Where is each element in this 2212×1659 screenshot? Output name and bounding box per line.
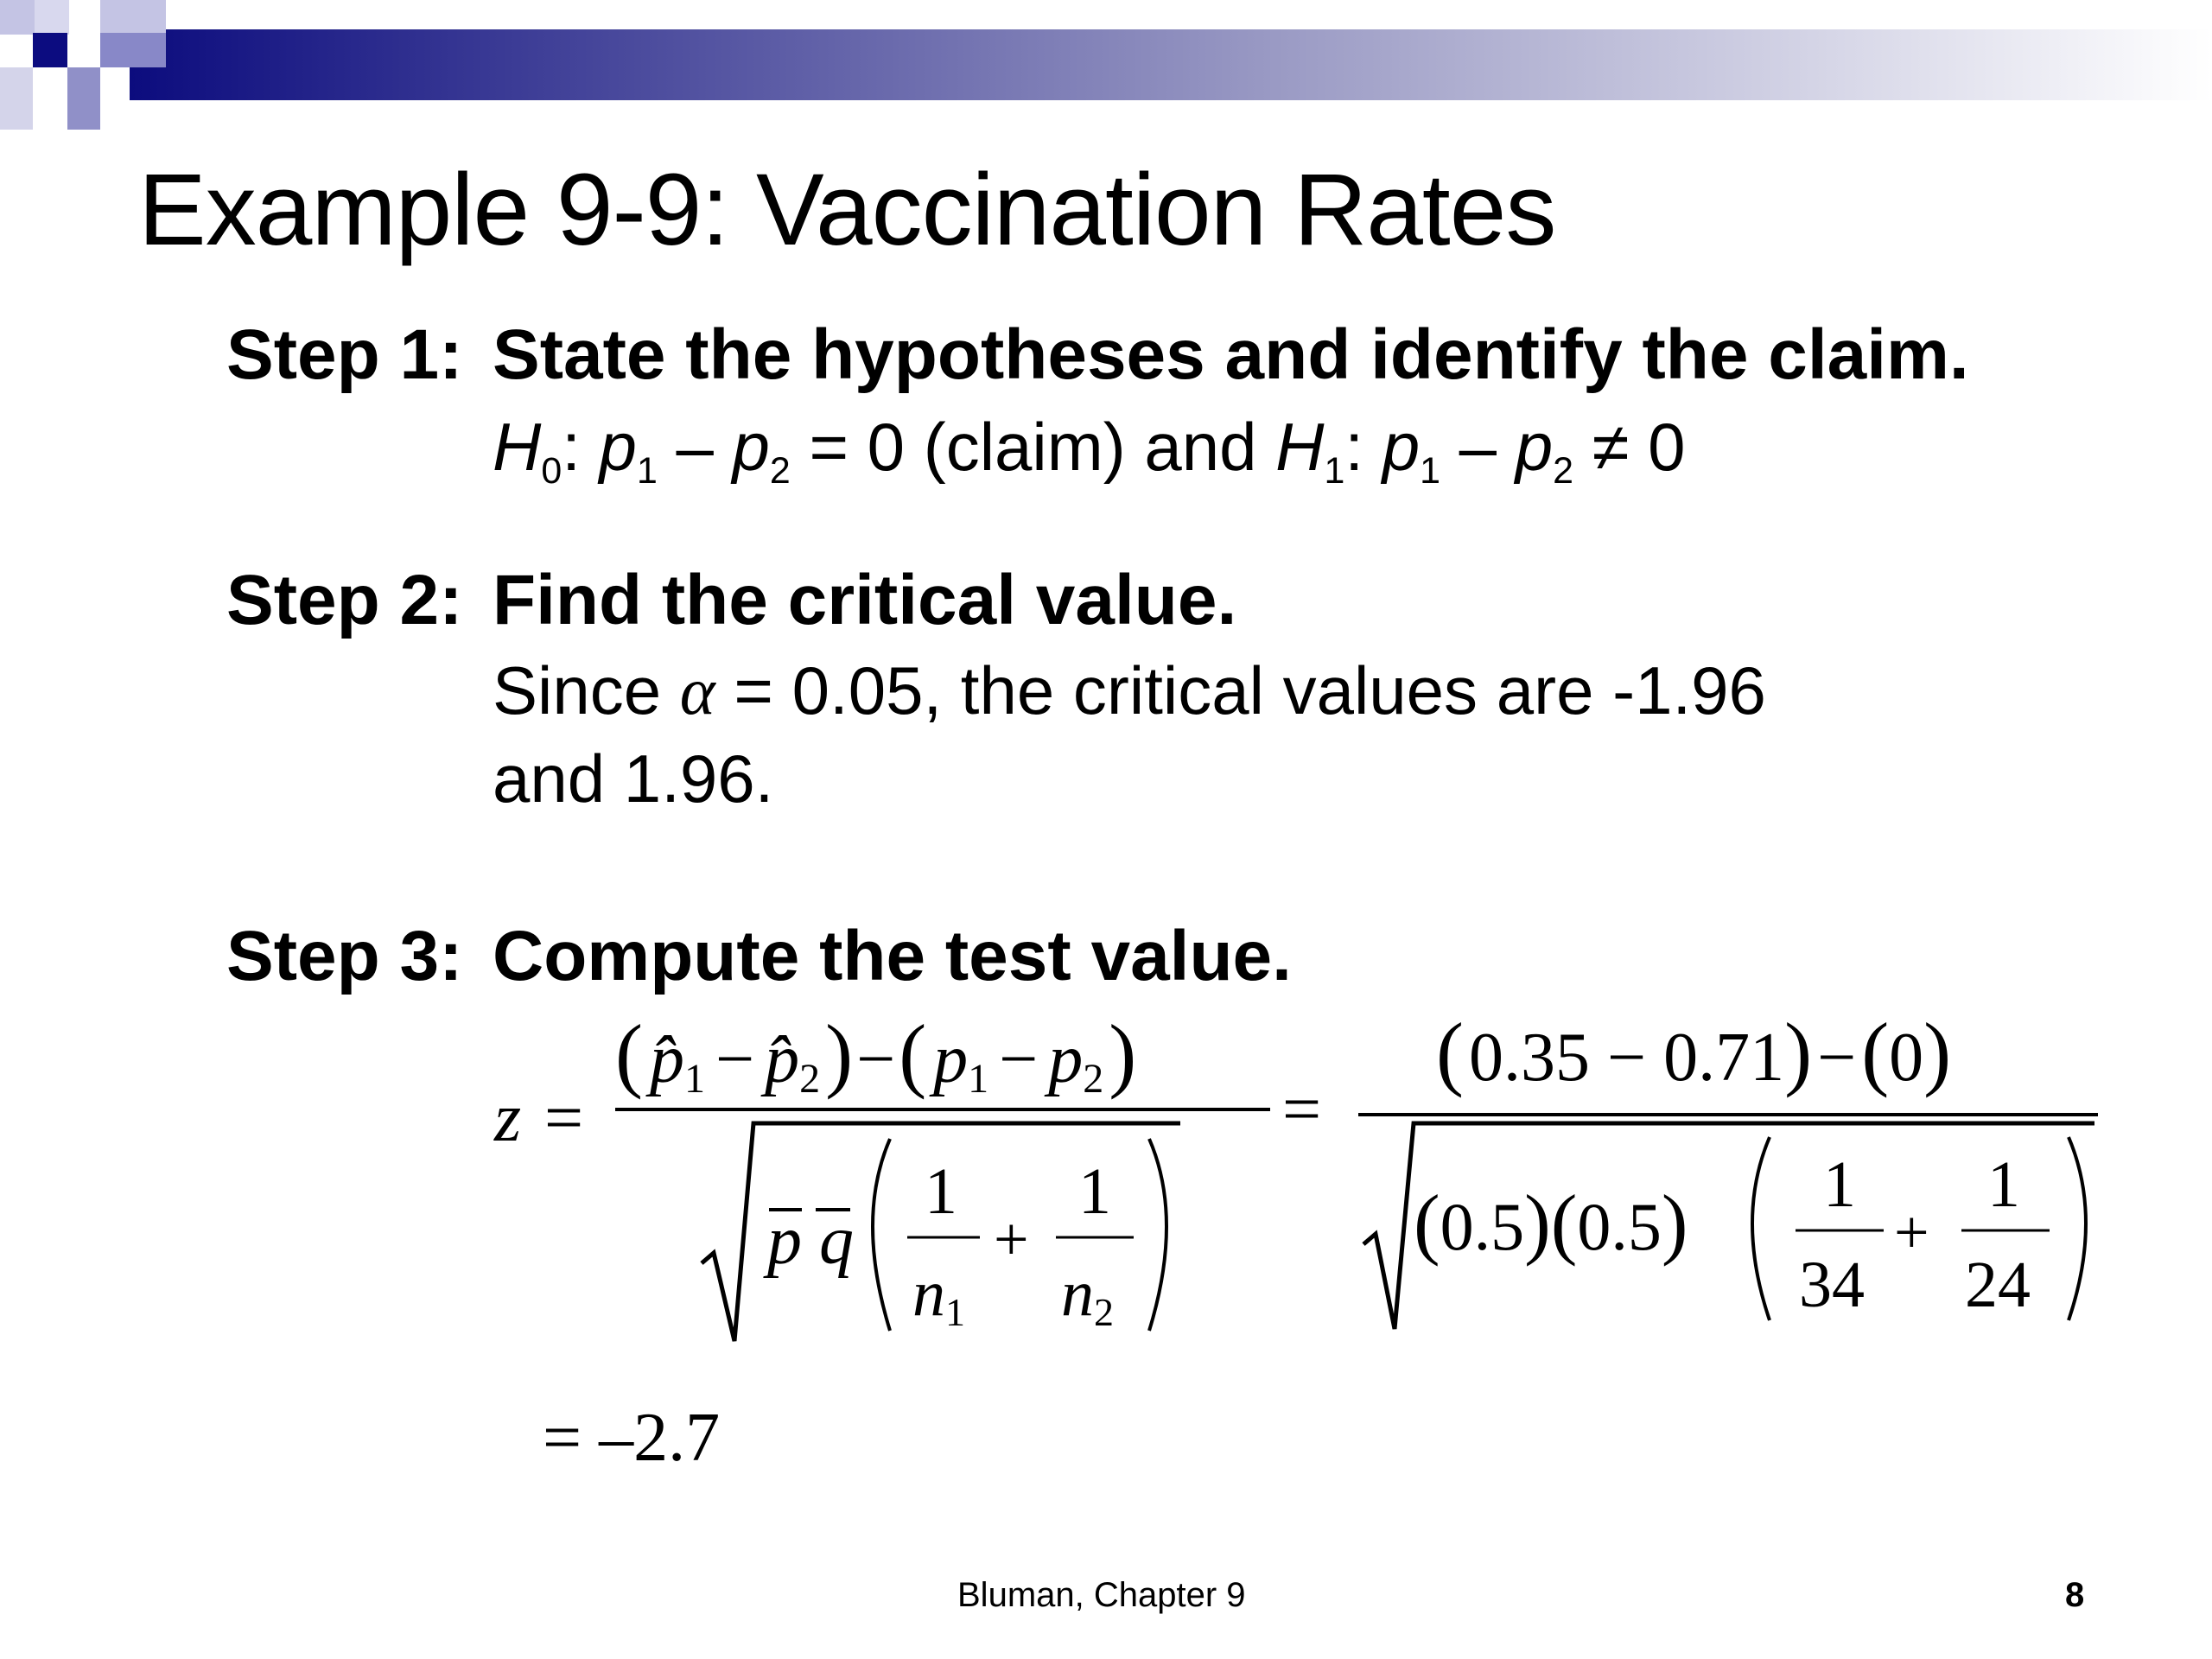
step1-label: Step 1: [226, 315, 463, 394]
z-symbol: z [494, 1080, 522, 1156]
paren-left-general [873, 1139, 890, 1331]
h0-label: H [493, 409, 542, 485]
step3-text: Compute the test value. [493, 917, 1292, 995]
plus-values: + [1894, 1198, 1929, 1267]
h0-p2: p [732, 409, 770, 485]
alpha-symbol: α [679, 653, 715, 728]
one-2: 1 [1078, 1155, 1111, 1228]
step1-text: State the hypotheses and identify the claim. [493, 315, 1969, 394]
paren-right-general [1149, 1139, 1166, 1331]
numerator-general: ( p̂1 − p̂2)−( p1 − p2) [615, 1007, 1137, 1102]
one-4: 1 [1987, 1148, 2020, 1221]
h0-colon: : [562, 409, 600, 485]
plus-general: + [994, 1205, 1029, 1274]
h0-p1-sub: 1 [636, 450, 658, 492]
h0-sub: 0 [541, 450, 563, 492]
h0-rest: = 0 (claim) and [790, 409, 1276, 485]
paren-right-values [2069, 1137, 2086, 1320]
page-number: 8 [2065, 1576, 2085, 1614]
n1-value: 34 [1799, 1249, 1865, 1321]
h1-p1: p [1382, 409, 1421, 485]
h1-sub: 1 [1324, 450, 1345, 492]
h1-p1-sub: 1 [1420, 450, 1440, 492]
slide-title: Example 9-9: Vaccination Rates [138, 153, 1556, 267]
h0-p2-sub: 2 [769, 450, 791, 492]
footer-citation: Bluman, Chapter 9 [957, 1576, 1246, 1614]
step2-label: Step 2: [226, 561, 463, 639]
den-values: (0.5)(0.5) [1414, 1179, 1688, 1267]
step2-line2: and 1.96. [493, 741, 774, 817]
h1-rest: ≠ 0 [1573, 409, 1686, 485]
one-3: 1 [1823, 1148, 1856, 1221]
step2-critical: = 0.05, the critical values are -1.96 [715, 652, 1766, 728]
paren-left-values [1752, 1137, 1770, 1320]
h1-label: H [1275, 409, 1325, 485]
n2-label: n2 [1061, 1257, 1114, 1334]
n1-label: n1 [912, 1257, 965, 1334]
one-1: 1 [925, 1155, 957, 1228]
step3-label: Step 3: [226, 917, 463, 995]
equals-2: = [1282, 1071, 1322, 1147]
result-value: = –2.7 [543, 1400, 721, 1476]
h1-colon: : [1344, 409, 1382, 485]
pq-bar: p q [767, 1203, 854, 1279]
h0-minus: – [657, 409, 733, 485]
step2-since: Since [493, 652, 680, 728]
equals-1: = [544, 1080, 584, 1156]
h1-p2-sub: 2 [1553, 450, 1573, 492]
h0-p1: p [599, 409, 637, 485]
numerator-values: (0.35 − 0.71)−(0) [1436, 1006, 1952, 1098]
h1-minus: – [1440, 409, 1516, 485]
h1-p2: p [1515, 409, 1554, 485]
step2-text: Find the critical value. [493, 561, 1237, 639]
n2-value: 24 [1965, 1249, 2031, 1321]
